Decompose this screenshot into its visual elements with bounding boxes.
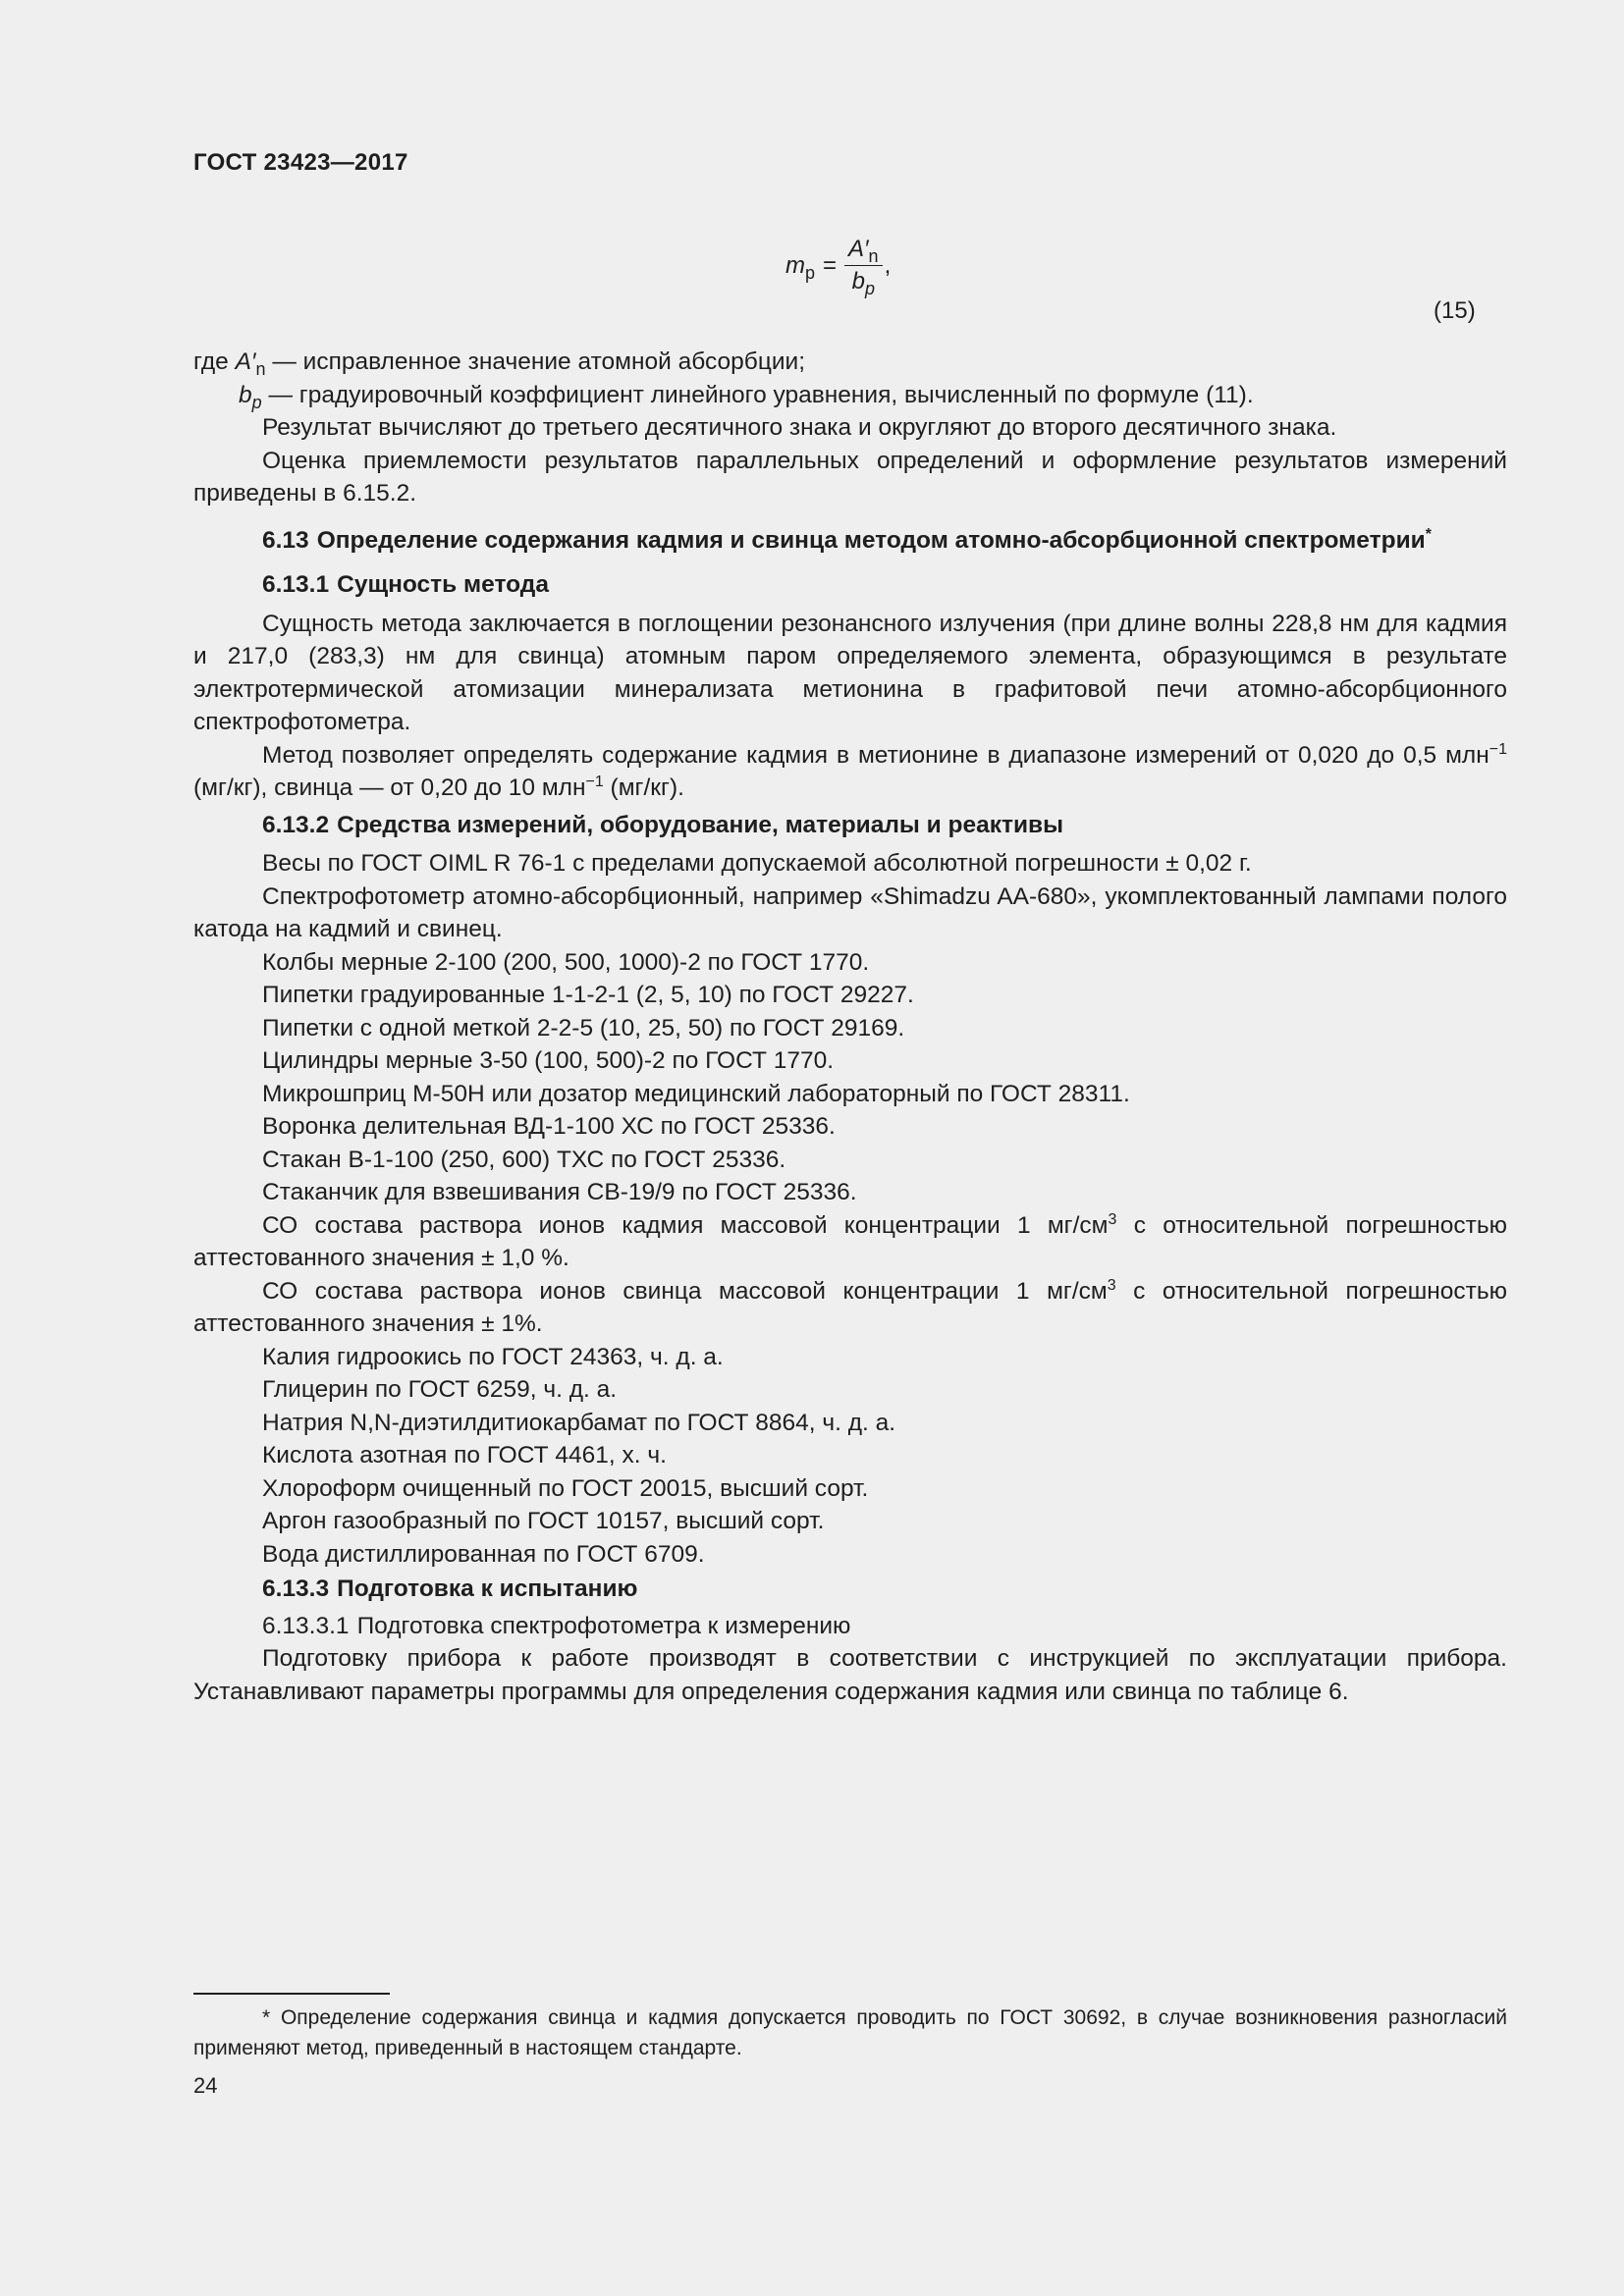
formula-comma: , [884,251,892,279]
document-header: ГОСТ 23423—2017 [193,149,408,176]
paragraph: Метод позволяет определять содержание кадмия в метионине в диапазоне измерений от 0,020 до 0,5 млн$^{-1}$ (мг/кг), свинца — от 0,20 до 10 млн$^{-1}$ (мг/кг). [193,740,1507,801]
list-item: Калия гидроокись по ГОСТ 24363, ч. д. а. [262,1343,724,1370]
list-item: СО состава раствора ионов свинца массовой концентрации 1 $мг/см^3$ с относительной погрешностью аттестованного значения ± 1%. [193,1276,1507,1337]
list-item: Аргон газообразный по ГОСТ 10157, высший сорт. [262,1508,825,1534]
paragraph: Оценка приемлемости результатов параллельных определений и оформление результатов измерений приведены в 6.15.2. [193,447,1507,507]
list-item: Спектрофотометр атомно-абсорбционный, например «Shimadzu AA-680», укомплектованный лампами полого катода на кадмий и свинец. [193,882,1507,942]
formula-lhs: $m_p$ [785,251,816,283]
list-item: Стакан В-1-100 (250, 600) ТХС по ГОСТ 25336. [262,1146,786,1173]
list-item: Хлороформ очищенный по ГОСТ 20015, высший сорт. [262,1474,869,1502]
definition-an: где $A'_n$ — исправленное значение атомной абсорбции; [193,348,806,379]
formula-numerator: $A'_n$ [844,236,883,266]
list-item: Воронка делительная ВД-1-100 ХС по ГОСТ 25336. [262,1113,836,1140]
footnote-mark: * [262,2006,271,2029]
paragraph: Результат вычисляют до третьего десятичного знака и округляют до второго десятичного знака. [262,414,1337,441]
list-item: Весы по ГОСТ OIML R 76-1 с пределами допускаемой абсолютной погрешности ± 0,02 г. [262,850,1252,877]
list-item: Глицерин по ГОСТ 6259, ч. д. а. [262,1376,618,1403]
list-item: Цилиндры мерные 3-50 (100, 500)-2 по ГОСТ 1770. [262,1047,835,1074]
footnote [193,2002,1507,2063]
page-number: 24 [193,2073,218,2098]
list-item: Пипетки градуированные 1-1-2-1 (2, 5, 10) по ГОСТ 29227. [262,982,914,1008]
list-item: Колбы мерные 2-100 (200, 500, 1000)-2 по ГОСТ 1770. [262,948,870,976]
document-body [193,346,1507,1708]
section-heading-6-13-1: 6.13.1 Сущность метода [262,571,549,598]
list-item: Натрия N,N-диэтилдитиокарбамат по ГОСТ 8864, ч. д. а. [262,1409,896,1436]
section-heading-6-13-3: 6.13.3 Подготовка к испытанию [262,1575,638,1602]
list-item: Кислота азотная по ГОСТ 4461, х. ч. [262,1442,667,1468]
formula-equals: = [823,251,838,279]
section-heading-6-13: 6.13 Определение содержания кадмия и свинца методом атомно-абсорбционной спектрометрии* [262,525,1432,554]
section-heading-6-13-2: 6.13.2 Средства измерений, оборудование, материалы и реактивы [262,811,1064,838]
definition-bp: $b_p$ — градуировочный коэффициент линейного уравнения, вычисленный по формуле (11). [239,381,1254,412]
formula-denominator: $b_p$ [851,268,875,298]
footnote-text: Определение содержания свинца и кадмия допускается проводить по ГОСТ 30692, в случае возникновения разногласий применяют метод, приведенный в настоящем стандарте. [193,2006,1507,2059]
list-item: Пипетки с одной меткой 2-2-5 (10, 25, 50) по ГОСТ 29169. [262,1014,905,1041]
footnote-divider [193,1993,390,1995]
list-item: Микрошприц М-50Н или дозатор медицинский лабораторный по ГОСТ 28311. [262,1080,1130,1107]
formula-15 [785,236,892,298]
list-item: Вода дистиллированная по ГОСТ 6709. [262,1540,705,1568]
subsection-heading-6-13-3-1: 6.13.3.1 Подготовка спектрофотометра к измерению [262,1612,851,1639]
list-item: Стаканчик для взвешивания СВ-19/9 по ГОСТ 25336. [262,1179,857,1205]
list-item: СО состава раствора ионов кадмия массовой концентрации 1 $мг/см^3$ с относительной погрешностью аттестованного значения ± 1,0 %. [193,1210,1507,1271]
formula-fraction [844,236,883,298]
formula-number: (15) [1434,297,1476,324]
paragraph: Сущность метода заключается в поглощении резонансного излучения (при длине волны 228,8 нм для кадмия и 217,0 (283,3) нм для свинца) атомным паром определяемого элемента, образующимся в результате электротермической атомизации минерализата метионина в графитовой печи атомно-абсорбционного спектрофотометра. [193,610,1507,735]
paragraph: Подготовку прибора к работе производят в соответствии с инструкцией по эксплуатации прибора. Устанавливают параметры программы для определения содержания кадмия или свинца по таблице 6. [193,1645,1507,1705]
